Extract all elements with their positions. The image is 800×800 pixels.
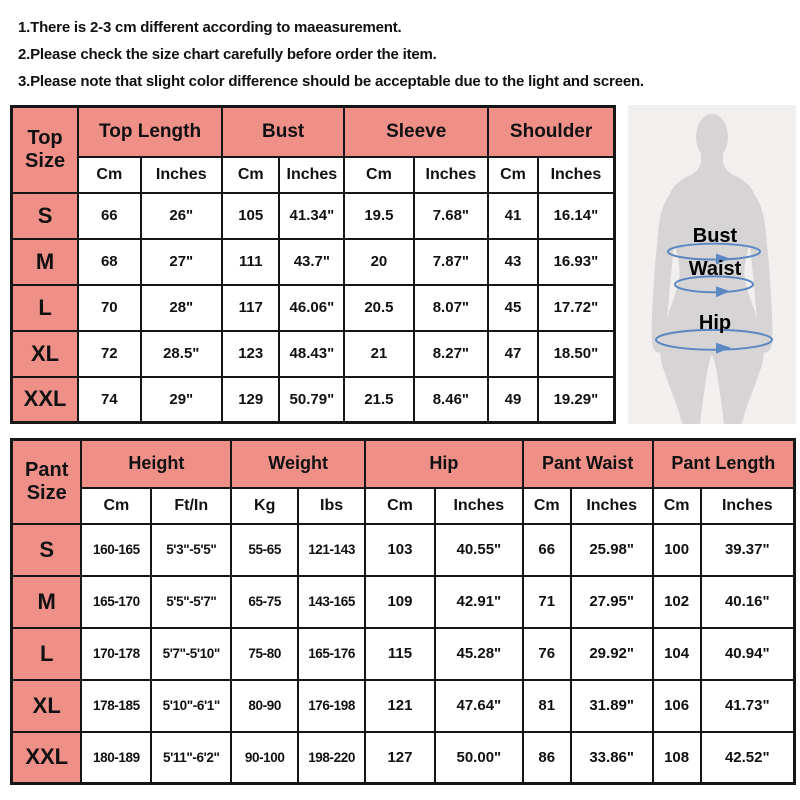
- value-cell: 71: [523, 576, 571, 628]
- table-row: [12, 576, 795, 628]
- table-row: [12, 524, 795, 576]
- value-cell: 45.28": [435, 628, 523, 680]
- value-cell: 103: [365, 524, 435, 576]
- unit-header: Inches: [414, 157, 489, 193]
- value-cell: 27.95": [571, 576, 653, 628]
- unit-header: Inches: [701, 488, 795, 524]
- value-cell: 86: [523, 732, 571, 784]
- value-cell: 72: [78, 331, 140, 377]
- value-cell: 143-165: [298, 576, 365, 628]
- table-row: [12, 377, 615, 423]
- table-row: [12, 680, 795, 732]
- value-cell: 18.50": [538, 331, 615, 377]
- value-cell: 5'3"-5'5": [151, 524, 231, 576]
- value-cell: 198-220: [298, 732, 365, 784]
- value-cell: 5'10"-6'1": [151, 680, 231, 732]
- value-cell: 43.7": [279, 239, 344, 285]
- pant-length-header: Pant Length: [653, 440, 795, 488]
- value-cell: 41: [488, 193, 538, 239]
- value-cell: 105: [222, 193, 279, 239]
- value-cell: 40.55": [435, 524, 523, 576]
- table-row: [12, 239, 615, 285]
- value-cell: 8.46": [414, 377, 489, 423]
- value-cell: 5'7"-5'10": [151, 628, 231, 680]
- pant-table-body: [12, 524, 795, 784]
- value-cell: 33.86": [571, 732, 653, 784]
- hip-label: Hip: [698, 312, 732, 334]
- value-cell: 66: [78, 193, 140, 239]
- bust-header: Bust: [222, 107, 344, 157]
- value-cell: 28.5": [141, 331, 222, 377]
- value-cell: 8.07": [414, 285, 489, 331]
- value-cell: 41.34": [279, 193, 344, 239]
- height-header: Height: [81, 440, 231, 488]
- unit-header: Cm: [222, 157, 279, 193]
- value-cell: 42.52": [701, 732, 795, 784]
- value-cell: 76: [523, 628, 571, 680]
- size-label: XL: [12, 680, 82, 732]
- value-cell: 50.00": [435, 732, 523, 784]
- value-cell: 117: [222, 285, 279, 331]
- value-cell: 49: [488, 377, 538, 423]
- top-size-corner-header: Top Size: [12, 107, 79, 193]
- value-cell: 109: [365, 576, 435, 628]
- value-cell: 90-100: [231, 732, 298, 784]
- value-cell: 178-185: [81, 680, 151, 732]
- table-row: [12, 193, 615, 239]
- value-cell: 160-165: [81, 524, 151, 576]
- unit-header: Inches: [435, 488, 523, 524]
- value-cell: 104: [653, 628, 701, 680]
- value-cell: 19.5: [344, 193, 413, 239]
- value-cell: 31.89": [571, 680, 653, 732]
- shoulder-header: Shoulder: [488, 107, 614, 157]
- value-cell: 46.06": [279, 285, 344, 331]
- value-cell: 165-170: [81, 576, 151, 628]
- value-cell: 5'5"-5'7": [151, 576, 231, 628]
- value-cell: 70: [78, 285, 140, 331]
- value-cell: 20: [344, 239, 413, 285]
- value-cell: 80-90: [231, 680, 298, 732]
- value-cell: 66: [523, 524, 571, 576]
- waist-label: Waist: [688, 258, 742, 280]
- value-cell: 28": [141, 285, 222, 331]
- value-cell: 21.5: [344, 377, 413, 423]
- unit-header: Inches: [279, 157, 344, 193]
- value-cell: 74: [78, 377, 140, 423]
- value-cell: 165-176: [298, 628, 365, 680]
- table-row: [12, 628, 795, 680]
- unit-header: Inches: [571, 488, 653, 524]
- value-cell: 106: [653, 680, 701, 732]
- unit-header: Inches: [538, 157, 615, 193]
- unit-header: Cm: [81, 488, 151, 524]
- size-label: XL: [12, 331, 79, 377]
- value-cell: 40.16": [701, 576, 795, 628]
- value-cell: 43: [488, 239, 538, 285]
- top-length-header: Top Length: [78, 107, 222, 157]
- unit-header: Inches: [141, 157, 222, 193]
- value-cell: 123: [222, 331, 279, 377]
- value-cell: 40.94": [701, 628, 795, 680]
- value-cell: 180-189: [81, 732, 151, 784]
- bust-label: Bust: [692, 225, 738, 247]
- table-row: [12, 331, 615, 377]
- value-cell: 41.73": [701, 680, 795, 732]
- value-cell: 176-198: [298, 680, 365, 732]
- top-table-body: [12, 193, 615, 423]
- size-label: L: [12, 285, 79, 331]
- value-cell: 7.87": [414, 239, 489, 285]
- value-cell: 121: [365, 680, 435, 732]
- value-cell: 25.98": [571, 524, 653, 576]
- value-cell: 29.92": [571, 628, 653, 680]
- value-cell: 8.27": [414, 331, 489, 377]
- value-cell: 20.5: [344, 285, 413, 331]
- size-label: S: [12, 524, 82, 576]
- unit-header: Cm: [78, 157, 140, 193]
- value-cell: 45: [488, 285, 538, 331]
- note-line-2: 2.Please check the size chart carefully before order the item.: [18, 46, 437, 63]
- size-label: XXL: [12, 732, 82, 784]
- top-size-table: [10, 105, 616, 424]
- size-label: L: [12, 628, 82, 680]
- size-label: M: [12, 576, 82, 628]
- sleeve-header: Sleeve: [344, 107, 488, 157]
- value-cell: 42.91": [435, 576, 523, 628]
- value-cell: 27": [141, 239, 222, 285]
- value-cell: 29": [141, 377, 222, 423]
- top-section: [10, 105, 796, 424]
- size-label: M: [12, 239, 79, 285]
- value-cell: 81: [523, 680, 571, 732]
- value-cell: 111: [222, 239, 279, 285]
- size-label: XXL: [12, 377, 79, 423]
- table-row: [12, 732, 795, 784]
- note-line-3: 3.Please note that slight color difference should be acceptable due to the light and screen.: [18, 73, 644, 90]
- table-row: [12, 285, 615, 331]
- unit-header: Ft/In: [151, 488, 231, 524]
- body-measurement-figure: [628, 105, 796, 424]
- value-cell: 39.37": [701, 524, 795, 576]
- value-cell: 16.14": [538, 193, 615, 239]
- size-label: S: [12, 193, 79, 239]
- pant-size-table: [10, 438, 796, 785]
- value-cell: 16.93": [538, 239, 615, 285]
- value-cell: 17.72": [538, 285, 615, 331]
- value-cell: 5'11"-6'2": [151, 732, 231, 784]
- unit-header: Cm: [344, 157, 413, 193]
- value-cell: 75-80: [231, 628, 298, 680]
- value-cell: 47.64": [435, 680, 523, 732]
- unit-header: Kg: [231, 488, 298, 524]
- value-cell: 19.29": [538, 377, 615, 423]
- value-cell: 21: [344, 331, 413, 377]
- value-cell: 102: [653, 576, 701, 628]
- unit-header: Cm: [523, 488, 571, 524]
- value-cell: 50.79": [279, 377, 344, 423]
- value-cell: 115: [365, 628, 435, 680]
- value-cell: 7.68": [414, 193, 489, 239]
- unit-header: Cm: [488, 157, 538, 193]
- note-line-1: 1.There is 2-3 cm different according to maeasurement.: [18, 19, 402, 36]
- value-cell: 108: [653, 732, 701, 784]
- pant-size-corner-header: Pant Size: [12, 440, 82, 524]
- unit-header: Ibs: [298, 488, 365, 524]
- pant-waist-header: Pant Waist: [523, 440, 653, 488]
- value-cell: 121-143: [298, 524, 365, 576]
- unit-header: Cm: [365, 488, 435, 524]
- value-cell: 65-75: [231, 576, 298, 628]
- value-cell: 48.43": [279, 331, 344, 377]
- notes-block: [10, 10, 796, 97]
- weight-header: Weight: [231, 440, 365, 488]
- value-cell: 100: [653, 524, 701, 576]
- value-cell: 26": [141, 193, 222, 239]
- hip-header: Hip: [365, 440, 523, 488]
- unit-header: Cm: [653, 488, 701, 524]
- value-cell: 127: [365, 732, 435, 784]
- value-cell: 68: [78, 239, 140, 285]
- value-cell: 129: [222, 377, 279, 423]
- value-cell: 47: [488, 331, 538, 377]
- value-cell: 170-178: [81, 628, 151, 680]
- value-cell: 55-65: [231, 524, 298, 576]
